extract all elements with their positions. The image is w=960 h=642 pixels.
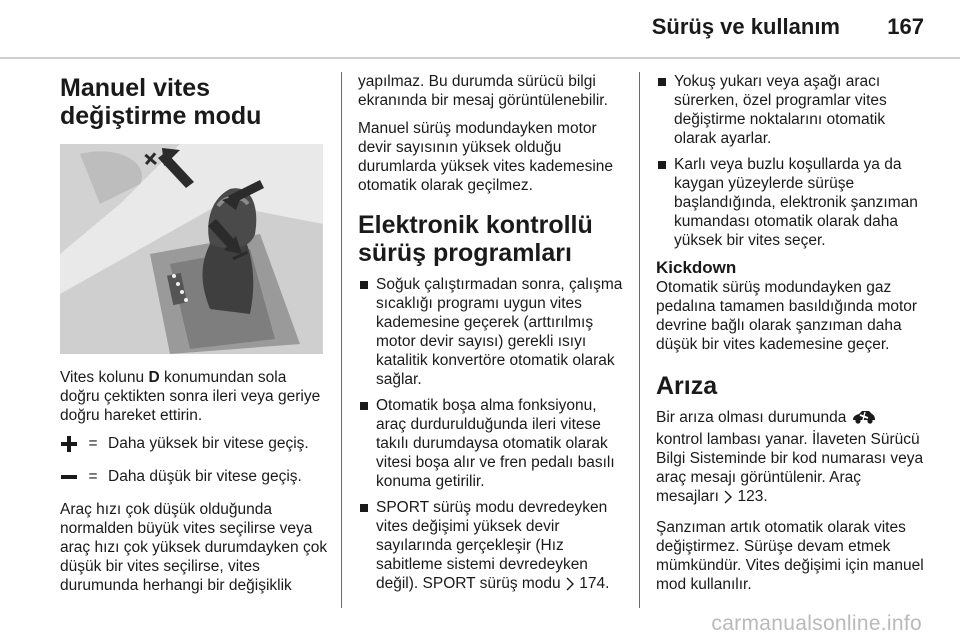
manual-mode-heading: Manuel vites değiştirme modu <box>60 74 262 130</box>
list-item: Otomatik boşa alma fonksiyonu, araç durdurulduğunda ileri vitese takılı durumdaysa otomatik olarak vitesi boşa alır ve fren pedalı basılı konuma getirilir. <box>358 396 628 491</box>
kickdown-text: Otomatik sürüş modundayken gaz pedalına tamamen basıldığında motor devrine bağlı olarak şanzıman daha düşük bir vites kademesine geçer. <box>656 279 918 353</box>
legend-downshift-text: Daha düşük bir vitese geçiş. <box>108 468 302 485</box>
page-ref-arrow-icon <box>723 490 733 509</box>
sport-page-ref[interactable]: 174. <box>579 575 610 592</box>
legend-downshift: = Daha düşük bir vitese geçiş. <box>60 467 330 486</box>
legend-upshift: = Daha yüksek bir vitese geçiş. <box>60 434 330 453</box>
kickdown-heading: Kickdown <box>656 258 737 277</box>
column-divider-1 <box>341 72 342 608</box>
messages-page-ref[interactable]: 123. <box>737 488 768 505</box>
manual-rpm-paragraph: Manuel sürüş modundayken motor devir sayısının yüksek olduğu durumlarda yüksek vites kademesine otomatik olarak geçilmez. <box>358 120 614 194</box>
fault-paragraph: Bir arıza olması durumunda kontrol lambası yanar. İlaveten Sürücü Bilgi Sisteminde bir kod numarası veya araç mesajı görüntülenir. Araç mesajları 123. <box>656 408 926 509</box>
electronic-programs-heading: Elektronik kontrollü sürüş programları <box>358 211 593 267</box>
column-divider-2 <box>639 72 640 608</box>
programs-list <box>358 275 628 596</box>
list-item: SPORT sürüş modu devredeyken vites değişimi yüksek devir sayılarında gerçekleşir (Hız sabitleme sistemi devredeyken değil). SPORT sürüş modu 174. <box>358 498 628 596</box>
watermark: carmanualsonline.info <box>711 612 922 635</box>
legend-upshift-text: Daha yüksek bir vitese geçiş. <box>108 435 309 452</box>
plus-icon <box>60 435 78 453</box>
gear-lever-illustration <box>60 144 323 354</box>
section-title: Sürüş ve kullanım <box>651 14 840 39</box>
shift-instruction: Vites kolunu D konumundan sola doğru çektikten sonra ileri veya geriye doğru hareket ettirin. <box>60 369 321 424</box>
column-1 <box>60 72 330 604</box>
list-item: Soğuk çalıştırmadan sonra, çalışma sıcaklığı programı uygun vites kademesine geçerek (arttırılmış motor devir sayısı) gerekli ısıyı katalitik konvertöre otomatik olarak sağlar. <box>358 275 628 389</box>
fault-heading: Arıza <box>656 372 718 400</box>
list-item: Karlı veya buzlu koşullarda ya da kaygan yüzeylerde sürüşe başlandığında, elektronik şanzıman kumandası otomatik olarak daha yüksek bir vites seçer. <box>656 155 926 250</box>
minus-icon <box>60 468 78 486</box>
programs-list-continued <box>656 72 926 250</box>
list-item: Yokuş yukarı veya aşağı aracı sürerken, özel programlar vites değiştirme noktalarını otomatik olarak ayarlar. <box>656 72 926 148</box>
gear-lever-drawing <box>60 144 323 354</box>
fault-manual-paragraph: Şanzıman artık otomatik olarak vites değiştirmez. Sürüşe devam etmek mümkündür. Vites değişimi için manuel mod kullanılır. <box>656 519 924 593</box>
page-ref-arrow-icon <box>565 577 575 596</box>
continued-paragraph: yapılmaz. Bu durumda sürücü bilgi ekranında bir mesaj görüntülenebilir. <box>358 73 608 109</box>
column-3 <box>656 72 926 603</box>
column-2 <box>358 72 628 604</box>
car-warning-icon <box>851 409 877 430</box>
page-number: 167 <box>887 14 924 39</box>
low-speed-paragraph: Araç hızı çok düşük olduğunda normalden büyük vites seçilirse veya araç hızı çok yüksek durumdayken çok düşük bir vites seçilirse, vites durumunda herhangi bir değişiklik <box>60 501 328 594</box>
header-divider <box>0 57 960 59</box>
page-header <box>0 0 960 58</box>
d-position: D <box>148 369 160 386</box>
